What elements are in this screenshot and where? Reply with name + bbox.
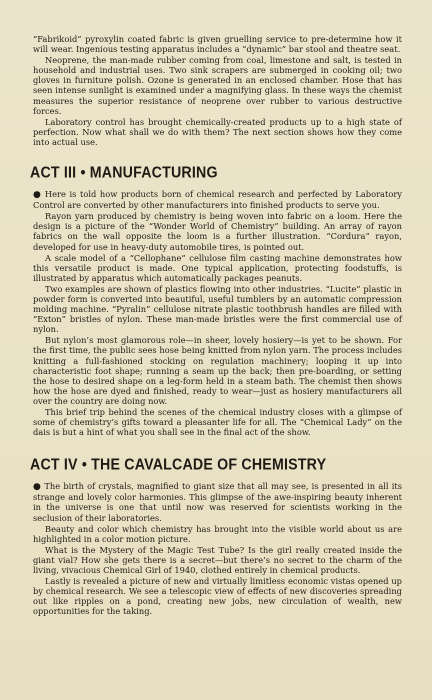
act-4-paragraph-2: Beauty and color which chemistry has brought into the visible world about us are highlighted in a color motion picture.	[33, 523, 402, 544]
intro-paragraph-3: Laboratory control has brought chemically-created products up to a high state of perfection. Now what shall we do with them? The next section shows how they come into actual use.	[33, 116, 402, 147]
act-3-paragraph-5: But nylon’s most glamorous role—in sheer, lovely hosiery—is yet to be shown. For the first time, the public sees hose being knitted from nylon yarn. The process includes knitting a full-fashioned stocking on regulation machinery; looping it up into characteristic foot shape; running a seam up the back; then pre-boarding, or setting the hose to desired shape on a leg-form held in a steam bath. The chemist then shows how the hose are dyed and finished, ready to wear—just as hosiery manufacturers all over the country are doing now.	[33, 335, 402, 406]
act-4-lead-text: The birth of crystals, magnified to giant size that all may see, is presented in all its strange and lovely color harmonies. This glimpse of the awe-inspiring beauty inherent in the universe is one that until now was reserved for scientists working in the seclusion of their laboratories.	[33, 481, 402, 523]
act-3-paragraph-6: This brief trip behind the scenes of the chemical industry closes with a glimpse of some of chemistry’s gifts toward a pleasanter life for all. The “Chemical Lady” on the dais is but a hint of what you shall see in the final act of the show.	[33, 407, 402, 438]
act-3-paragraph-4: Two examples are shown of plastics flowing into other industries. “Lucite” plastic in powder form is converted into beautiful, useful tumblers by an automatic compression molding machine. “Pyralin” cellulose nitrate plastic toothbrush handles are filled with “Exton” bristles of nylon. These man-made bristles were the first commercial use of nylon.	[33, 283, 402, 335]
act-4-paragraph-3: What is the Mystery of the Magic Test Tube? Is the girl really created inside the giant vial? How she gets there is a secret—but there’s no secret to the charm of the living, vivacious Chemical Girl of 1940, clothed entirely in chemical products.	[33, 544, 402, 576]
act-3-lead-text: Here is told how products born of chemical research and perfected by Laboratory Control are converted by other manufacturers into finished products to serve you.	[33, 189, 402, 211]
intro-paragraph-1: “Fabrikoid” pyroxylin coated fabric is given gruelling service to pre-determine how it will wear. Ingenious testing apparatus includes a “dynamic” bar stool and theatre seat.	[33, 34, 402, 55]
act-3-paragraph-1	[33, 189, 402, 210]
act-4-heading: ACT IV • THE CAVALCADE OF CHEMISTRY	[30, 456, 327, 474]
bullet-icon: ●	[33, 190, 42, 201]
act-4-paragraph-4: Lastly is revealed a picture of new and virtually limitless economic vistas opened up by chemical research. We see a telescopic view of effects of new discoveries spreading out like ripples on a pond, creating new jobs, new circulation of wealth, new opportunities for the taking.	[33, 576, 402, 617]
act-3-paragraph-3: A scale model of a “Cellophane” cellulose film casting machine demonstrates how this versatile product is made. One typical application, protecting foodstuffs, is illustrated by apparatus which automatically packages peanuts.	[33, 252, 402, 283]
act-4-paragraph-1	[33, 481, 402, 522]
bullet-icon: ●	[33, 482, 42, 493]
act-3-heading: ACT III • MANUFACTURING	[30, 164, 218, 182]
intro-paragraph-2: Neoprene, the man-made rubber coming from coal, limestone and salt, is tested in household and industrial uses. Two sink scrapers are submerged in cooking oil; two gloves in furniture polish. Ozone is generated in an enclosed chamber. Hose that has seen intense sunlight is examined under a magnifying glass. In these ways the chemist measures the superior resistance of neoprene over rubber to various destructive forces.	[33, 55, 402, 116]
act-3-paragraph-2: Rayon yarn produced by chemistry is being woven into fabric on a loom. Here the design is a picture of the “Wonder World of Chemistry” building. An array of rayon fabrics on the wall opposite the loom is a further illustration. “Cordura” rayon, developed for use in heavy-duty automobile tires, is pointed out.	[33, 211, 402, 252]
